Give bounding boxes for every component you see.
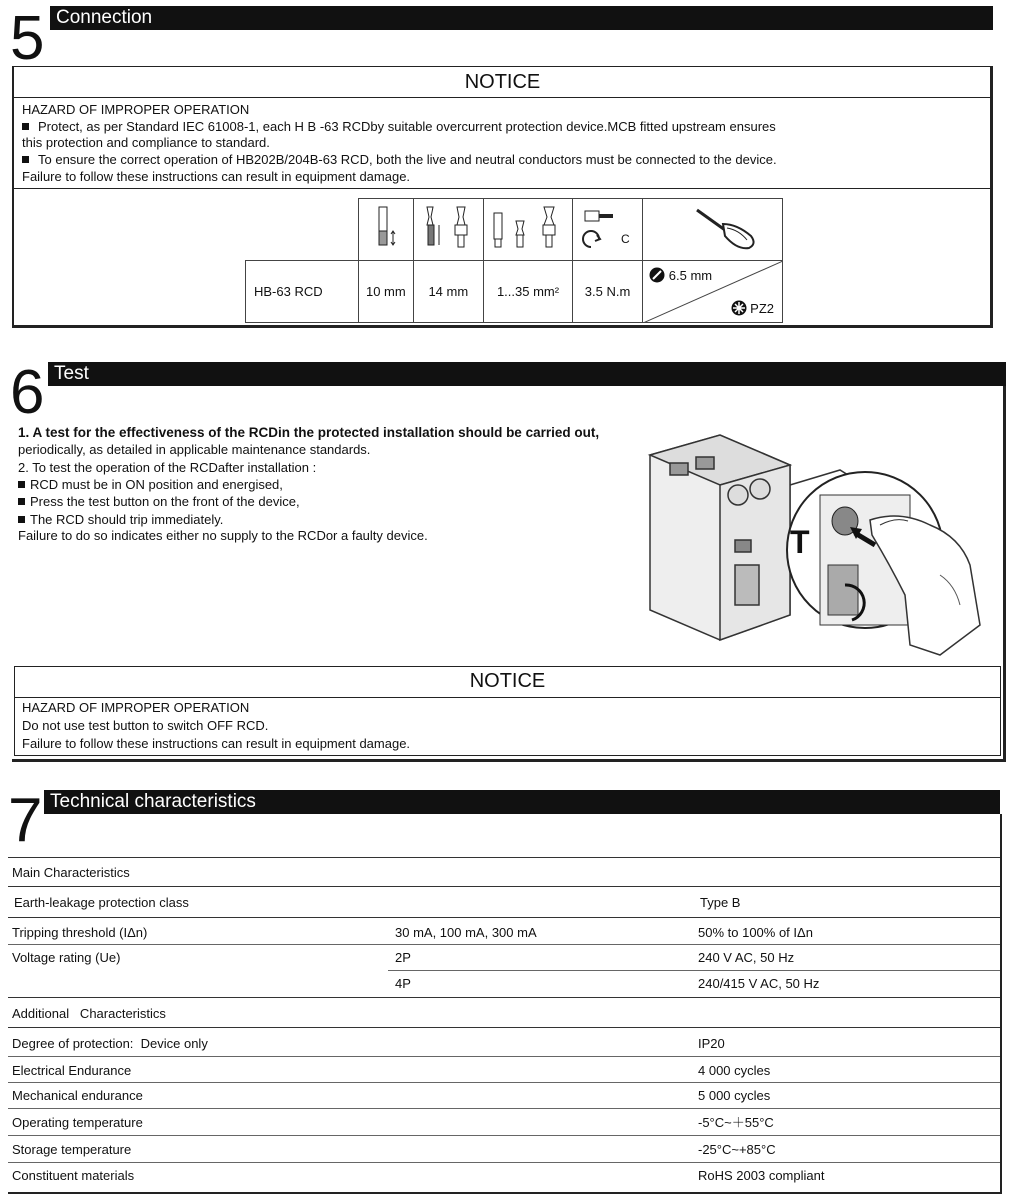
tech-row-value: 4 000 cycles	[698, 1063, 771, 1078]
notice-title: NOTICE	[14, 666, 1001, 698]
bullet-icon	[18, 498, 25, 505]
tech-row-value: Type B	[700, 895, 741, 910]
section-title-bar: Test	[48, 362, 1006, 386]
tech-row-label: Constituent materials	[12, 1168, 135, 1183]
test-button-label: T	[790, 524, 810, 560]
test-bullet-text: Press the test button on the front of the device,	[30, 494, 300, 509]
test-item-2: 2. To test the operation of the RCDafter installation :	[18, 460, 317, 475]
notice-line-text: Protect, as per Standard IEC 61008-1, each H B -63 RCDby suitable overcurrent protection device.MCB fitted upstream ensures	[38, 119, 776, 134]
section-title-bar: Connection	[50, 6, 993, 30]
flat-blade-icon	[649, 267, 665, 283]
notice-divider	[14, 188, 991, 189]
notice-line: Failure to follow these instructions can result in equipment damage.	[22, 169, 411, 184]
strip-length-ferrule-cell: 14 mm	[413, 261, 484, 323]
test-item-1: 1. A test for the effectiveness of the RCDin the protected installation should be carried out,	[18, 425, 600, 440]
hazard-heading: HAZARD OF IMPROPER OPERATION	[22, 700, 250, 715]
tech-row-value: 240 V AC, 50 Hz	[698, 950, 795, 965]
notice-line	[22, 119, 776, 135]
table-divider	[8, 857, 1000, 858]
flat-blade-size-text: 6.5 mm	[668, 268, 713, 283]
bullet-icon	[18, 516, 25, 523]
tech-row-label: Electrical Endurance	[12, 1063, 132, 1078]
tech-row-value: 5 000 cycles	[698, 1088, 771, 1103]
cross-section-icon	[484, 199, 573, 261]
table-divider	[8, 1056, 1000, 1057]
device-name-cell: HB-63 RCD	[246, 261, 359, 323]
section-number-5: 5	[10, 4, 45, 73]
notice-line	[22, 152, 777, 168]
table-divider	[8, 917, 1000, 918]
table-divider	[8, 1135, 1000, 1136]
table-divider	[8, 944, 1000, 945]
rcd-test-illustration	[640, 425, 995, 665]
table-divider	[8, 1027, 1000, 1028]
tech-row-value: RoHS 2003 compliant	[698, 1168, 825, 1183]
pozidriv-icon	[731, 300, 747, 316]
test-bullet	[18, 512, 223, 528]
notice-title: NOTICE	[14, 66, 991, 98]
table-divider	[8, 1108, 1000, 1109]
tech-row-mid: 4P	[395, 976, 411, 991]
tech-row-value: 240/415 V AC, 50 Hz	[698, 976, 820, 991]
additional-characteristics-header: Additional Characteristics	[12, 1006, 166, 1021]
bullet-icon	[22, 156, 29, 163]
test-bullet-text: The RCD should trip immediately.	[30, 512, 224, 527]
pozidriv-size	[731, 300, 774, 316]
section-number-6: 6	[10, 358, 45, 427]
section-title-bar: Technical characteristics	[44, 790, 1000, 814]
tech-row-label: Voltage rating (Ue)	[12, 950, 121, 965]
torque-symbol: C	[621, 232, 630, 246]
strip-wire-icon	[359, 199, 413, 261]
tech-row-mid: 30 mA, 100 mA, 300 mA	[395, 925, 537, 940]
strip-length-cell: 10 mm	[359, 261, 413, 323]
test-bullet	[18, 494, 300, 510]
tech-frame	[8, 814, 1002, 1194]
connection-table	[245, 198, 783, 323]
tech-row-value: -5°C~＋55°C	[698, 1115, 774, 1130]
table-divider	[8, 1162, 1000, 1163]
bullet-icon	[18, 481, 25, 488]
tech-row-value: -25°C~+85°C	[698, 1142, 776, 1157]
test-bullet-text: RCD must be in ON position and energised,	[30, 477, 283, 492]
test-failure-line: Failure to do so indicates either no supply to the RCDor a faulty device.	[18, 528, 428, 543]
notice-line: Do not use test button to switch OFF RCD.	[22, 718, 269, 733]
screwdriver-cell	[643, 261, 783, 323]
test-item-1-cont: periodically, as detailed in applicable maintenance standards.	[18, 442, 371, 457]
section-number-7: 7	[8, 786, 43, 855]
tech-row-value: IP20	[698, 1036, 725, 1051]
ferrule-icon	[413, 199, 484, 261]
tech-row-label: Earth-leakage protection class	[14, 895, 189, 910]
torque-icon	[572, 199, 642, 261]
tech-row-label: Tripping threshold (IΔn)	[12, 925, 148, 940]
table-divider	[8, 997, 1000, 998]
flat-blade-size	[649, 267, 712, 283]
tech-row-value: 50% to 100% of IΔn	[698, 925, 813, 940]
notice-line: Failure to follow these instructions can result in equipment damage.	[22, 736, 411, 751]
hazard-heading: HAZARD OF IMPROPER OPERATION	[22, 102, 250, 117]
notice-line-text: To ensure the correct operation of HB202B/204B-63 RCD, both the live and neutral conductors must be connected to the device.	[38, 152, 777, 167]
tech-row-label: Degree of protection: Device only	[12, 1036, 208, 1051]
main-characteristics-header: Main Characteristics	[12, 865, 130, 880]
bullet-icon	[22, 123, 29, 130]
pozidriv-size-text: PZ2	[750, 301, 774, 316]
tech-row-label: Operating temperature	[12, 1115, 143, 1130]
table-divider	[8, 886, 1000, 887]
tech-row-mid: 2P	[395, 950, 411, 965]
torque-cell: 3.5 N.m	[572, 261, 642, 323]
notice-line: this protection and compliance to standard.	[22, 135, 270, 150]
table-divider	[8, 1082, 1000, 1083]
cross-section-cell: 1...35 mm²	[484, 261, 573, 323]
tech-row-label: Storage temperature	[12, 1142, 132, 1157]
screwdriver-icon	[643, 199, 783, 261]
test-bullet	[18, 477, 283, 493]
table-divider	[388, 970, 1000, 971]
tech-row-label: Mechanical endurance	[12, 1088, 143, 1103]
